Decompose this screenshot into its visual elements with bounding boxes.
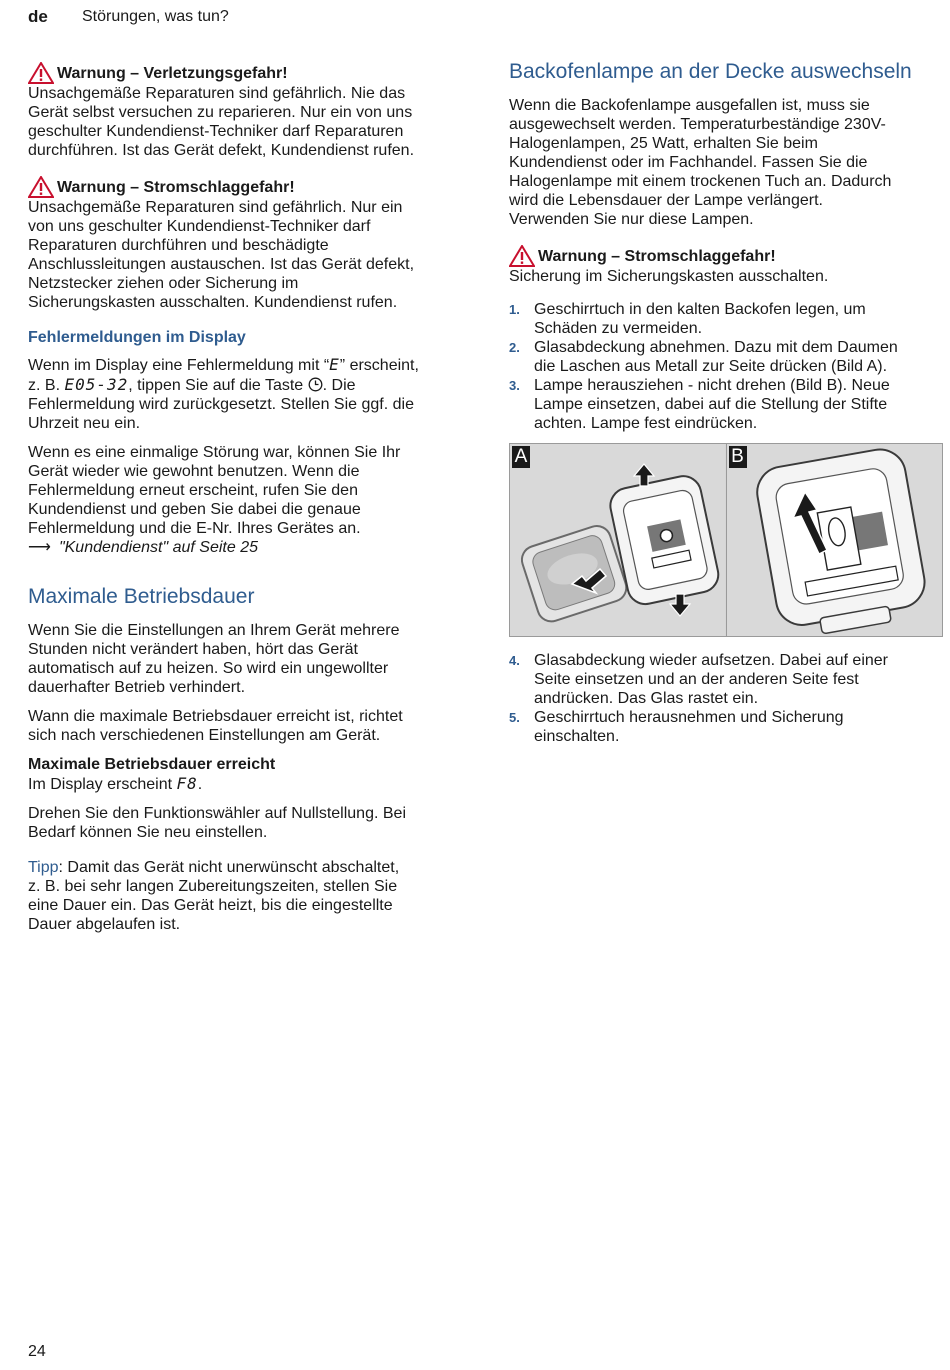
steps-list-1 xyxy=(509,300,939,433)
warning-line: durchführen. Ist das Gerät defekt, Kundendienst rufen. xyxy=(28,142,415,159)
tip-line xyxy=(28,858,468,877)
max-line: Bedarf können Sie neu einstellen. xyxy=(28,824,268,841)
max-paragraph-1 xyxy=(28,621,468,697)
max-reached-block xyxy=(28,755,468,794)
error-line: Fehlermeldung wird zurückgesetzt. Stellen Sie ggf. die xyxy=(28,396,414,413)
display-code: F8 xyxy=(176,774,198,793)
intro-line: Halogenlampen, 25 Watt, erhalten Sie beim xyxy=(509,135,818,152)
step-text xyxy=(534,300,866,338)
error-line: Wenn es eine einmalige Störung war, können Sie Ihr xyxy=(28,444,401,461)
intro-line: Halogenlampe mit einem trockenen Tuch an. Dadurch xyxy=(509,173,892,190)
error-line xyxy=(28,355,468,375)
display-code: E xyxy=(329,355,340,374)
figure-panel-b xyxy=(727,444,943,636)
error-line: Kundendienst und geben Sie dabei die genaue xyxy=(28,501,361,518)
max-line: Wann die maximale Betriebsdauer erreicht ist, richtet xyxy=(28,708,403,725)
arrow-right-icon: ⟶ xyxy=(28,539,51,556)
step-text xyxy=(534,376,890,433)
steps-list-2 xyxy=(509,651,939,746)
tip-line: z. B. bei sehr langen Zubereitungszeiten, stellen Sie xyxy=(28,878,398,895)
step-line: Glasabdeckung wieder aufsetzen. Dabei auf einer xyxy=(534,652,888,669)
error-paragraph-2 xyxy=(28,443,468,557)
clock-icon xyxy=(308,377,323,392)
error-line xyxy=(28,375,468,395)
intro-line: Verwenden Sie nur diese Lampen. xyxy=(509,211,754,228)
step-text xyxy=(534,651,888,708)
warning-title: Warnung – Verletzungsgefahr! xyxy=(57,64,288,82)
step-line: Schäden zu vermeiden. xyxy=(534,320,703,337)
error-line: Gerät wieder wie gewohnt benutzen. Wenn die xyxy=(28,463,360,480)
max-line: Stunden nicht verändert haben, hört das Gerät xyxy=(28,641,358,658)
warning-triangle-icon xyxy=(28,62,54,84)
figure-label-b: B xyxy=(729,446,747,468)
lamp-warning xyxy=(509,245,939,286)
text-run: : Damit das Gerät nicht unerwünscht abschaltet, xyxy=(58,859,400,876)
text-run: Im Display erscheint xyxy=(28,776,177,793)
max-line: automatisch auf zu heizen. So wird ein ungewollter xyxy=(28,660,389,677)
warning-line: Sicherung im Sicherungskasten ausschalten. xyxy=(509,268,829,285)
tip-line: eine Dauer ein. Das Gerät heizt, bis die eingestellte xyxy=(28,897,393,914)
tip-label: Tipp xyxy=(28,859,59,876)
text-run: ” erscheint, xyxy=(339,357,419,374)
step-number: 2. xyxy=(509,340,520,355)
max-duration-title: Maximale Betriebsdauer xyxy=(28,585,255,608)
step-item xyxy=(509,708,939,746)
warning-line: Gerät selbst versuchen zu reparieren. Nur ein von uns xyxy=(28,104,413,121)
page-header-title: Störungen, was tun? xyxy=(82,8,229,25)
intro-line: Wenn die Backofenlampe ausgefallen ist, muss sie xyxy=(509,97,870,114)
step-text xyxy=(534,338,898,376)
step-item xyxy=(509,376,939,433)
language-code: de xyxy=(28,7,48,26)
error-line: Fehlermeldung und die E-Nr. Ihres Gerätes an. xyxy=(28,520,361,537)
intro-line: ausgewechselt werden. Temperaturbeständige 230V- xyxy=(509,116,886,133)
text-run: . Die xyxy=(322,377,356,394)
lamp-figure xyxy=(509,443,943,637)
intro-line: Kundendienst oder im Fachhandel. Fassen Sie die xyxy=(509,154,868,171)
lamp-intro xyxy=(509,96,939,229)
figure-panel-a xyxy=(510,444,727,636)
warning-line: Unsachgemäße Reparaturen sind gefährlich. Nie das xyxy=(28,85,406,102)
error-paragraph-1 xyxy=(28,355,468,433)
warning-electric xyxy=(28,176,468,312)
warning-triangle-icon xyxy=(509,245,535,267)
page-number: 24 xyxy=(28,1343,46,1360)
max-paragraph-2 xyxy=(28,707,468,745)
text-run: Wenn im Display eine Fehlermeldung mit “ xyxy=(28,357,330,374)
figure-label-a: A xyxy=(512,446,530,468)
lamp-section-title: Backofenlampe an der Decke auswechseln xyxy=(509,60,912,83)
warning-head xyxy=(28,62,468,84)
warning-line: von uns geschulter Kundendienst-Techniker darf xyxy=(28,218,371,235)
step-number: 5. xyxy=(509,710,520,725)
step-item xyxy=(509,300,939,338)
max-line: Drehen Sie den Funktionswähler auf Nullstellung. Bei xyxy=(28,805,406,822)
glass-cover-removal-illustration xyxy=(510,444,725,636)
left-column xyxy=(28,62,468,944)
step-line: Glasabdeckung abnehmen. Dazu mit dem Daumen xyxy=(534,339,898,356)
error-line: Fehlermeldung erneut erscheint, rufen Sie den xyxy=(28,482,358,499)
step-line: Seite einsetzen und an der anderen Seite fest xyxy=(534,671,859,688)
step-item xyxy=(509,338,939,376)
cross-reference[interactable] xyxy=(28,538,468,557)
tip-line: Dauer abgelaufen ist. xyxy=(28,916,181,933)
step-number: 1. xyxy=(509,302,520,317)
intro-line: wird die Lebensdauer der Lampe verlängert. xyxy=(509,192,823,209)
max-line: dauerhafter Betrieb verhindert. xyxy=(28,679,246,696)
step-line: einschalten. xyxy=(534,728,620,745)
warning-line: Sicherungskasten ausschalten. Kundendienst rufen. xyxy=(28,294,398,311)
step-line: Geschirrtuch herausnehmen und Sicherung xyxy=(534,709,844,726)
text-run: . xyxy=(197,776,203,793)
warning-line: Anschlussleitungen austauschen. Ist das Gerät defekt, xyxy=(28,256,415,273)
max-line xyxy=(28,774,468,794)
lamp-removal-illustration xyxy=(727,444,942,636)
text-run: , tippen Sie auf die Taste xyxy=(128,377,308,394)
warning-line: geschulter Kundendienst-Techniker darf Reparaturen xyxy=(28,123,404,140)
step-line: Lampe herausziehen - nicht drehen (Bild B). Neue xyxy=(534,377,890,394)
step-number: 4. xyxy=(509,653,520,668)
step-line: die Laschen aus Metall zur Seite drücken (Bild A). xyxy=(534,358,888,375)
error-section-title: Fehlermeldungen im Display xyxy=(28,329,246,346)
step-item xyxy=(509,651,939,708)
max-reached-subtitle: Maximale Betriebsdauer erreicht xyxy=(28,756,276,773)
text-run: z. B. xyxy=(28,377,65,394)
max-line: sich nach verschiedenen Einstellungen am Gerät. xyxy=(28,727,381,744)
warning-title: Warnung – Stromschlaggefahr! xyxy=(538,247,776,265)
step-line: andrücken. Das Glas rastet ein. xyxy=(534,690,759,707)
warning-title: Warnung – Stromschlaggefahr! xyxy=(57,178,295,196)
display-code-example: E05-32 xyxy=(64,375,129,394)
error-line: Uhrzeit neu ein. xyxy=(28,415,141,432)
warning-injury xyxy=(28,62,468,160)
step-line: Lampe einsetzen, dabei auf die Stellung der Stifte xyxy=(534,396,888,413)
step-line: achten. Lampe fest eindrücken. xyxy=(534,415,758,432)
step-number: 3. xyxy=(509,378,520,393)
warning-line: Unsachgemäße Reparaturen sind gefährlich. Nur ein xyxy=(28,199,403,216)
warning-triangle-icon xyxy=(28,176,54,198)
max-paragraph-3 xyxy=(28,804,468,842)
cross-reference-link[interactable]: "Kundendienst" auf Seite 25 xyxy=(58,539,258,556)
step-line: Geschirrtuch in den kalten Backofen legen, um xyxy=(534,301,866,318)
step-text xyxy=(534,708,844,746)
right-column xyxy=(509,60,939,756)
tip-block xyxy=(28,858,468,934)
warning-head xyxy=(509,245,939,267)
warning-line: Reparaturen durchführen und beschädigte xyxy=(28,237,329,254)
max-line: Wenn Sie die Einstellungen an Ihrem Gerät mehrere xyxy=(28,622,400,639)
warning-head xyxy=(28,176,468,198)
warning-line: Netzstecker ziehen oder Sicherung im xyxy=(28,275,299,292)
